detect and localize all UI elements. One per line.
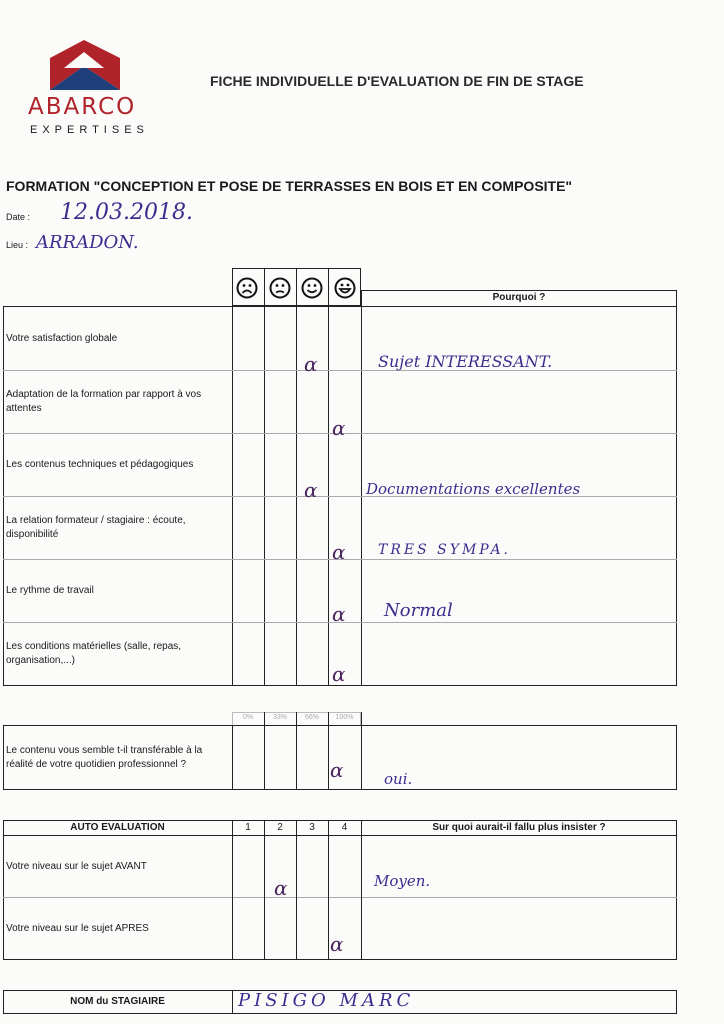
insist-header: Sur quoi aurait-il fallu plus insister ? bbox=[432, 822, 606, 833]
row-question: Votre niveau sur le sujet AVANT bbox=[6, 861, 147, 872]
rating-mark: α bbox=[332, 416, 346, 440]
row-question: Les conditions matérielles (salle, repas, organisation,...) bbox=[6, 641, 182, 666]
rating-mark: α bbox=[274, 876, 288, 900]
rating-mark: α bbox=[304, 352, 318, 376]
smile-face-icon bbox=[301, 277, 323, 299]
lieu-value: ARRADON. bbox=[36, 232, 139, 253]
row-question: La relation formateur / stagiaire : écoute, disponibilité bbox=[6, 515, 186, 540]
row-comment: TRES SYMPA. bbox=[378, 542, 512, 558]
auto-eval-header: AUTO EVALUATION bbox=[70, 822, 165, 833]
abarco-logo-icon bbox=[46, 40, 126, 90]
happy-face-icon bbox=[334, 277, 356, 299]
row-question: Les contenus techniques et pédagogiques bbox=[6, 459, 194, 470]
page-title: FICHE INDIVIDUELLE D'EVALUATION DE FIN DE STAGE bbox=[210, 73, 584, 89]
percent-label: 66% bbox=[304, 714, 319, 721]
transfer-comment: oui. bbox=[384, 770, 413, 788]
formation-title: FORMATION "CONCEPTION ET POSE DE TERRASSES EN BOIS ET EN COMPOSITE" bbox=[6, 178, 573, 194]
date-label: Date : bbox=[6, 212, 31, 222]
level-label: 4 bbox=[341, 822, 348, 833]
stagiaire-label: NOM du STAGIAIRE bbox=[70, 996, 165, 1007]
rating-mark: α bbox=[330, 932, 344, 956]
rating-mark: α bbox=[332, 540, 346, 564]
row-comment: Sujet INTERESSANT. bbox=[378, 352, 553, 371]
lieu-label: Lieu : bbox=[6, 240, 29, 250]
row-question: Le rythme de travail bbox=[6, 585, 94, 596]
level-label: 1 bbox=[245, 822, 251, 833]
row-comment: Moyen. bbox=[374, 872, 431, 890]
stagiaire-name: PISIGO MARC bbox=[238, 990, 415, 1011]
rating-mark: α bbox=[304, 478, 318, 502]
row-comment: Normal bbox=[384, 600, 453, 621]
level-label: 2 bbox=[277, 822, 283, 833]
row-question: Votre niveau sur le sujet APRES bbox=[6, 923, 149, 934]
why-header: Pourquoi ? bbox=[492, 292, 546, 303]
rating-mark: α bbox=[332, 662, 346, 686]
rating-mark: α bbox=[332, 602, 346, 626]
row-comment: Documentations excellentes bbox=[366, 480, 581, 498]
date-value: 12.03.2018. bbox=[60, 200, 193, 225]
percent-label: 33% bbox=[272, 714, 287, 721]
transfer-question: Le contenu vous semble t-il transférable à la réalité de votre quotidien professionnel ? bbox=[6, 745, 203, 770]
rating-mark: α bbox=[330, 758, 344, 782]
sad-face-icon bbox=[269, 277, 291, 299]
percent-label: 100% bbox=[335, 714, 354, 721]
row-question: Votre satisfaction globale bbox=[6, 333, 118, 344]
very-sad-face-icon bbox=[236, 277, 258, 299]
logo-name: ABARCO bbox=[28, 94, 137, 120]
logo-subtitle: EXPERTISES bbox=[30, 124, 149, 136]
level-label: 3 bbox=[309, 822, 315, 833]
percent-label: 0% bbox=[242, 714, 254, 721]
row-question: Adaptation de la formation par rapport à vos attentes bbox=[6, 389, 202, 414]
